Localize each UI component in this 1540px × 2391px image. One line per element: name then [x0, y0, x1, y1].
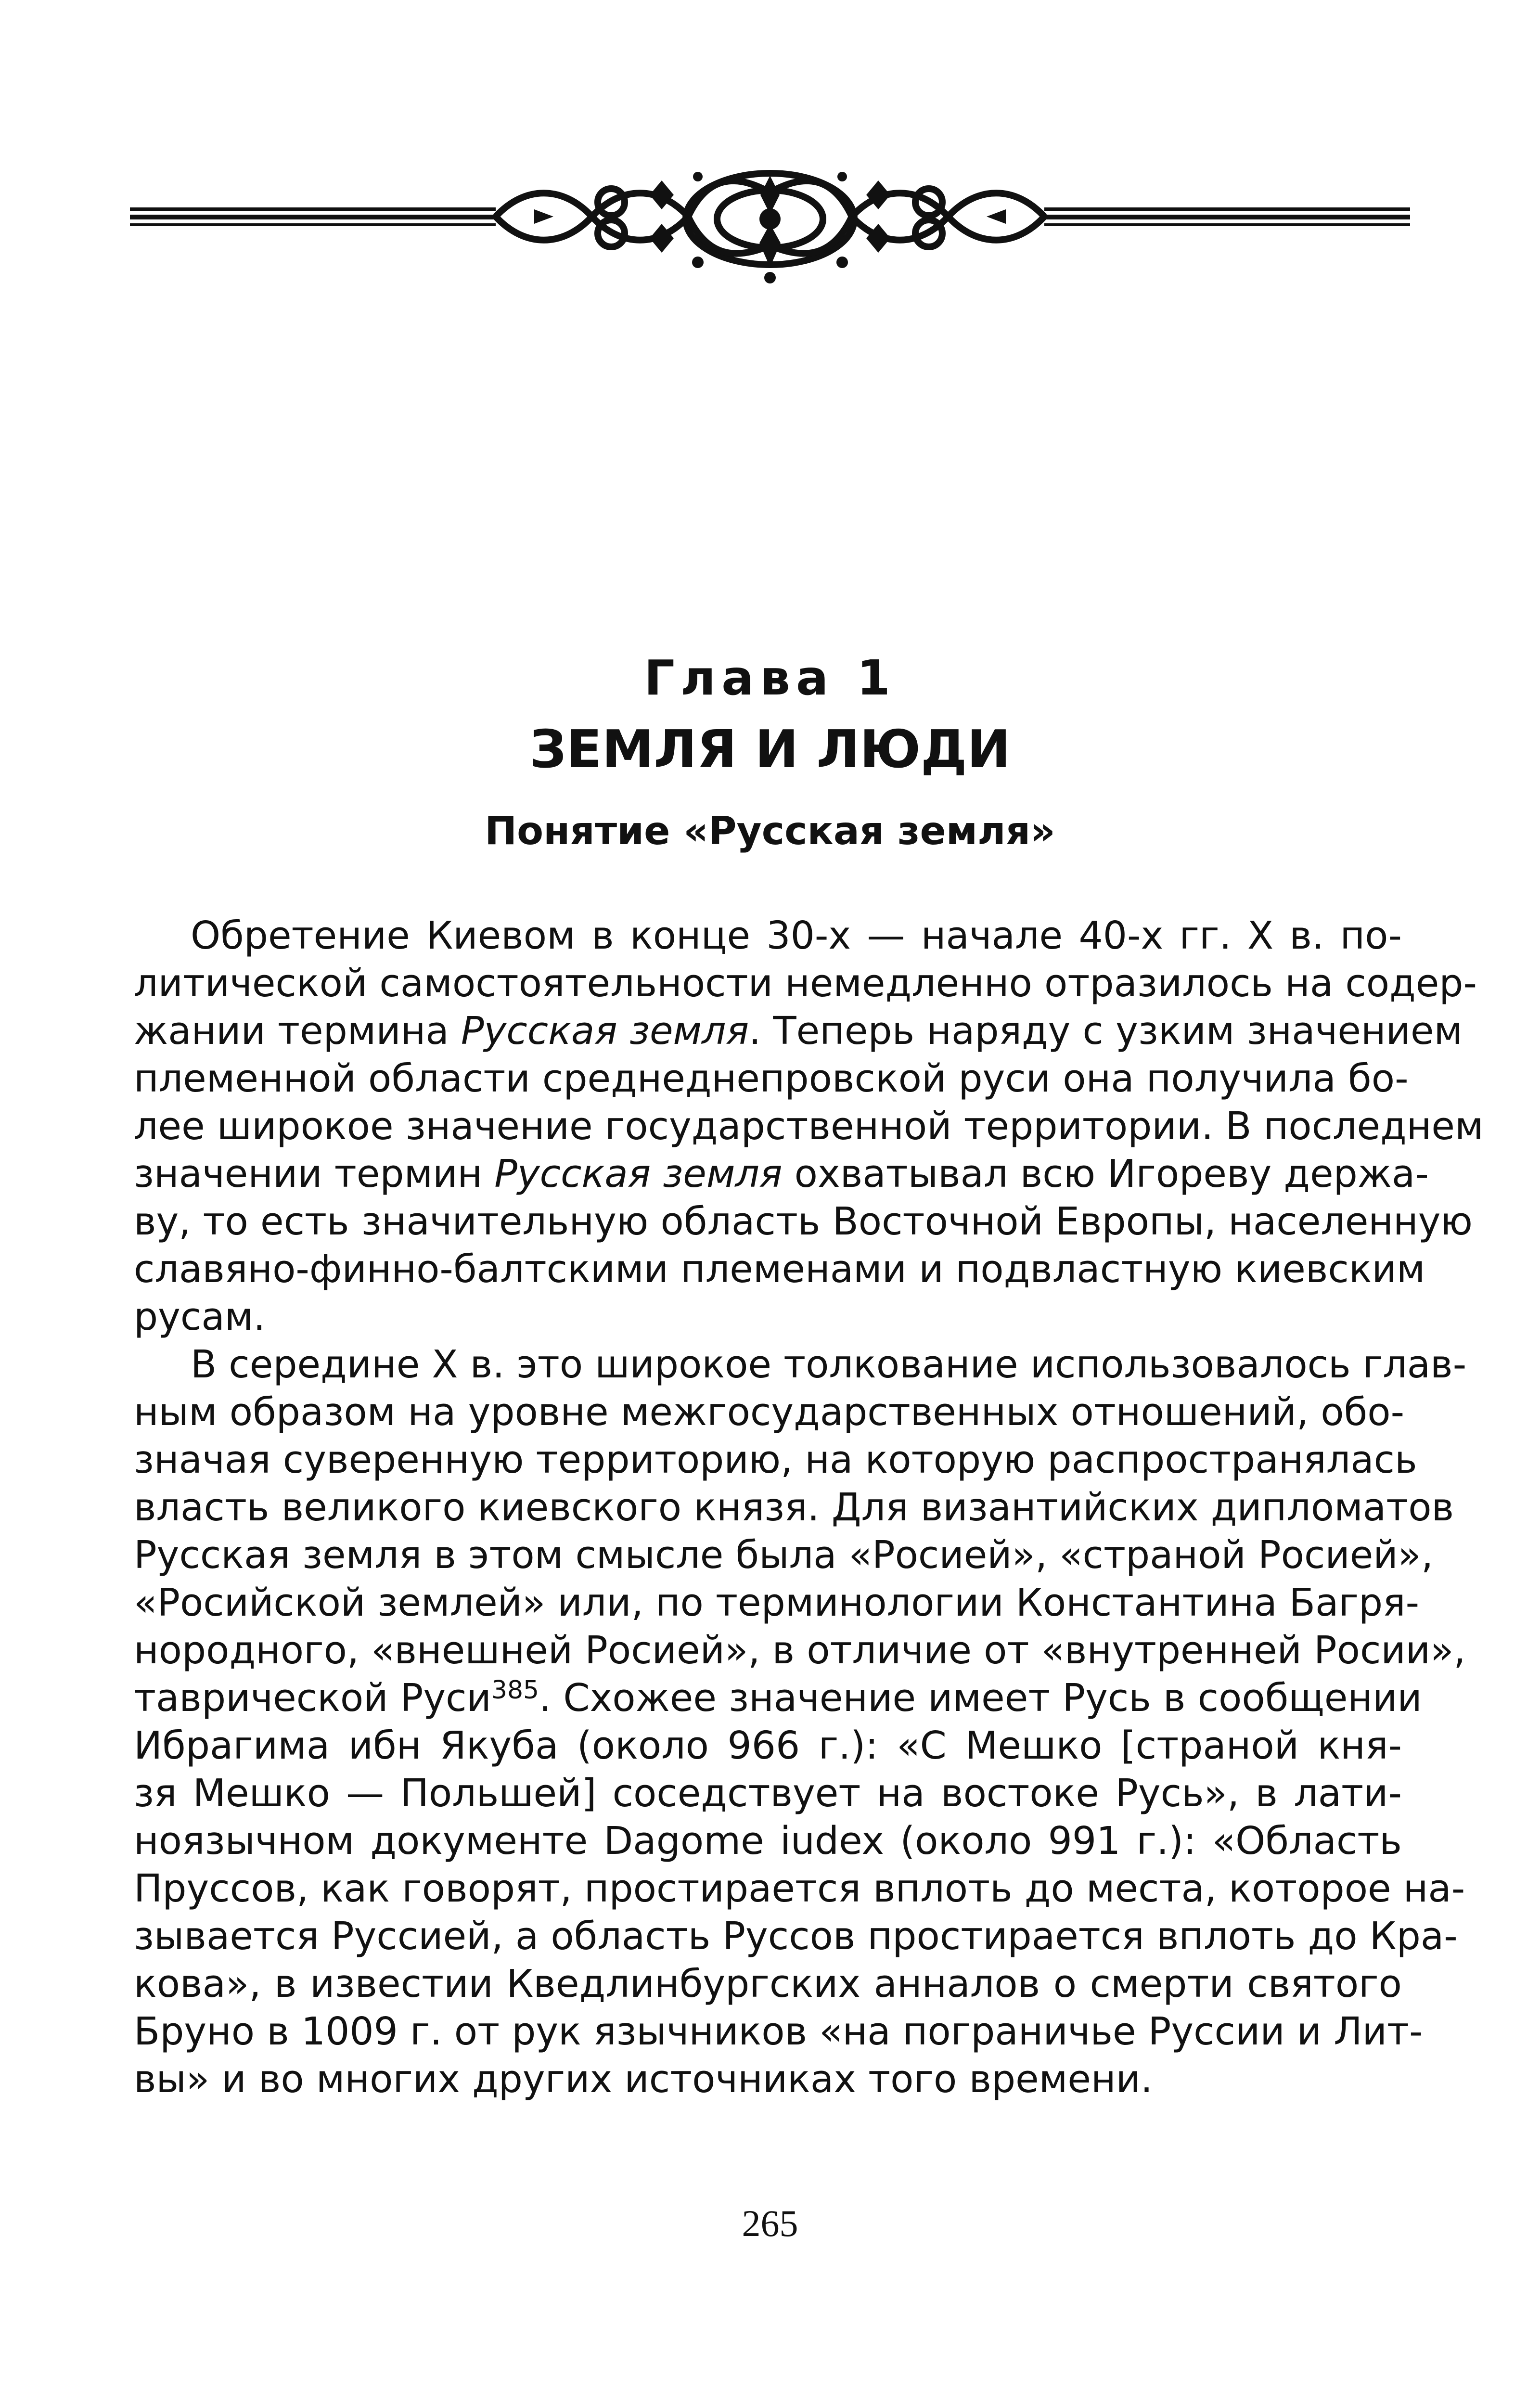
body-text	[134, 912, 1484, 2103]
footnote-reference: 385	[491, 1676, 539, 1705]
paragraph-2-line: В середине Х в. это широкое толкование использовалось глав-	[191, 1342, 1467, 1387]
paragraph-2-line: вы» и во многих других источниках того времени.	[134, 2057, 1153, 2101]
chapter-label: Глава 1	[644, 650, 896, 706]
section-title: Понятие «Русская земля»	[485, 809, 1055, 853]
paragraph-1-line	[134, 1007, 1463, 1055]
text-run: значении термин	[134, 1152, 495, 1196]
paragraph-1-line: литической самостоятельности немедленно отразилось на содер-	[134, 961, 1477, 1005]
text-run: . Теперь наряду с узким значением	[749, 1009, 1463, 1053]
paragraph-2-line: значая суверенную территорию, на которую распространялась	[134, 1438, 1417, 1482]
paragraph-2-line: Ибрагима ибн Якуба (около 966 г.): «С Мешко [страной кня-	[134, 1723, 1402, 1768]
paragraph-2-line: нородного, «внешней Росией», в отличие от «внутренней Росии»,	[134, 1628, 1466, 1672]
paragraph-2-line: Пруссов, как говорят, простирается вплоть до места, которое на-	[134, 1866, 1465, 1911]
paragraph-1-line: лее широкое значение государственной территории. В последнем	[134, 1104, 1484, 1148]
paragraph-2-line: зя Мешко — Польшей] соседствует на востоке Русь», в лати-	[134, 1771, 1402, 1815]
chapter-title: ЗЕМЛЯ И ЛЮДИ	[529, 720, 1011, 780]
paragraph-1-line: ву, то есть значительную область Восточной Европы, населенную	[134, 1199, 1473, 1244]
paragraph-2-line: зывается Руссией, а область Руссов простирается вплоть до Кра-	[134, 1914, 1458, 1958]
text-run: охватывал всю Игореву держа-	[782, 1152, 1429, 1196]
ornament-divider	[130, 166, 1410, 286]
paragraph-1-line	[134, 1150, 1429, 1198]
page-number: 265	[742, 2202, 798, 2244]
paragraph-2-line: власть великого киевского князя. Для византийских дипломатов	[134, 1485, 1454, 1530]
paragraph-1-line: славяно-финно-балтскими племенами и подвластную киевским	[134, 1247, 1425, 1291]
paragraph-2-line: ноязычном документе Dagome iudex (около 991 г.): «Область	[134, 1819, 1402, 1863]
paragraph-2-line: Бруно в 1009 г. от рук язычников «на пограничье Руссии и Лит-	[134, 2009, 1423, 2054]
paragraph-1-line: русам.	[134, 1295, 266, 1339]
text-run: . Схожее значение имеет Русь в сообщении	[539, 1676, 1422, 1720]
term-russkaya-zemlya: Русская земля	[494, 1152, 783, 1196]
paragraph-2-line	[134, 1674, 1422, 1722]
paragraph-2-line: кова», в известии Кведлинбургских анналов о смерти святого	[134, 1962, 1402, 2006]
term-russkaya-zemlya: Русская земля	[461, 1009, 749, 1053]
paragraph-1-line: Обретение Киевом в конце 30-х — начале 40-х гг. Х в. по-	[191, 913, 1402, 958]
paragraph-2-line: «Росийской землей» или, по терминологии Константина Багря-	[134, 1581, 1420, 1625]
paragraph-1-line: племенной области среднеднепровской руси она получила бо-	[134, 1056, 1409, 1101]
paragraph-2-line: Русская земля в этом смысле была «Росией», «страной Росией»,	[134, 1533, 1434, 1577]
text-run: таврической Руси	[134, 1676, 491, 1720]
text-run: жании термина	[134, 1009, 461, 1053]
paragraph-2-line: ным образом на уровне межгосударственных отношений, обо-	[134, 1390, 1405, 1434]
